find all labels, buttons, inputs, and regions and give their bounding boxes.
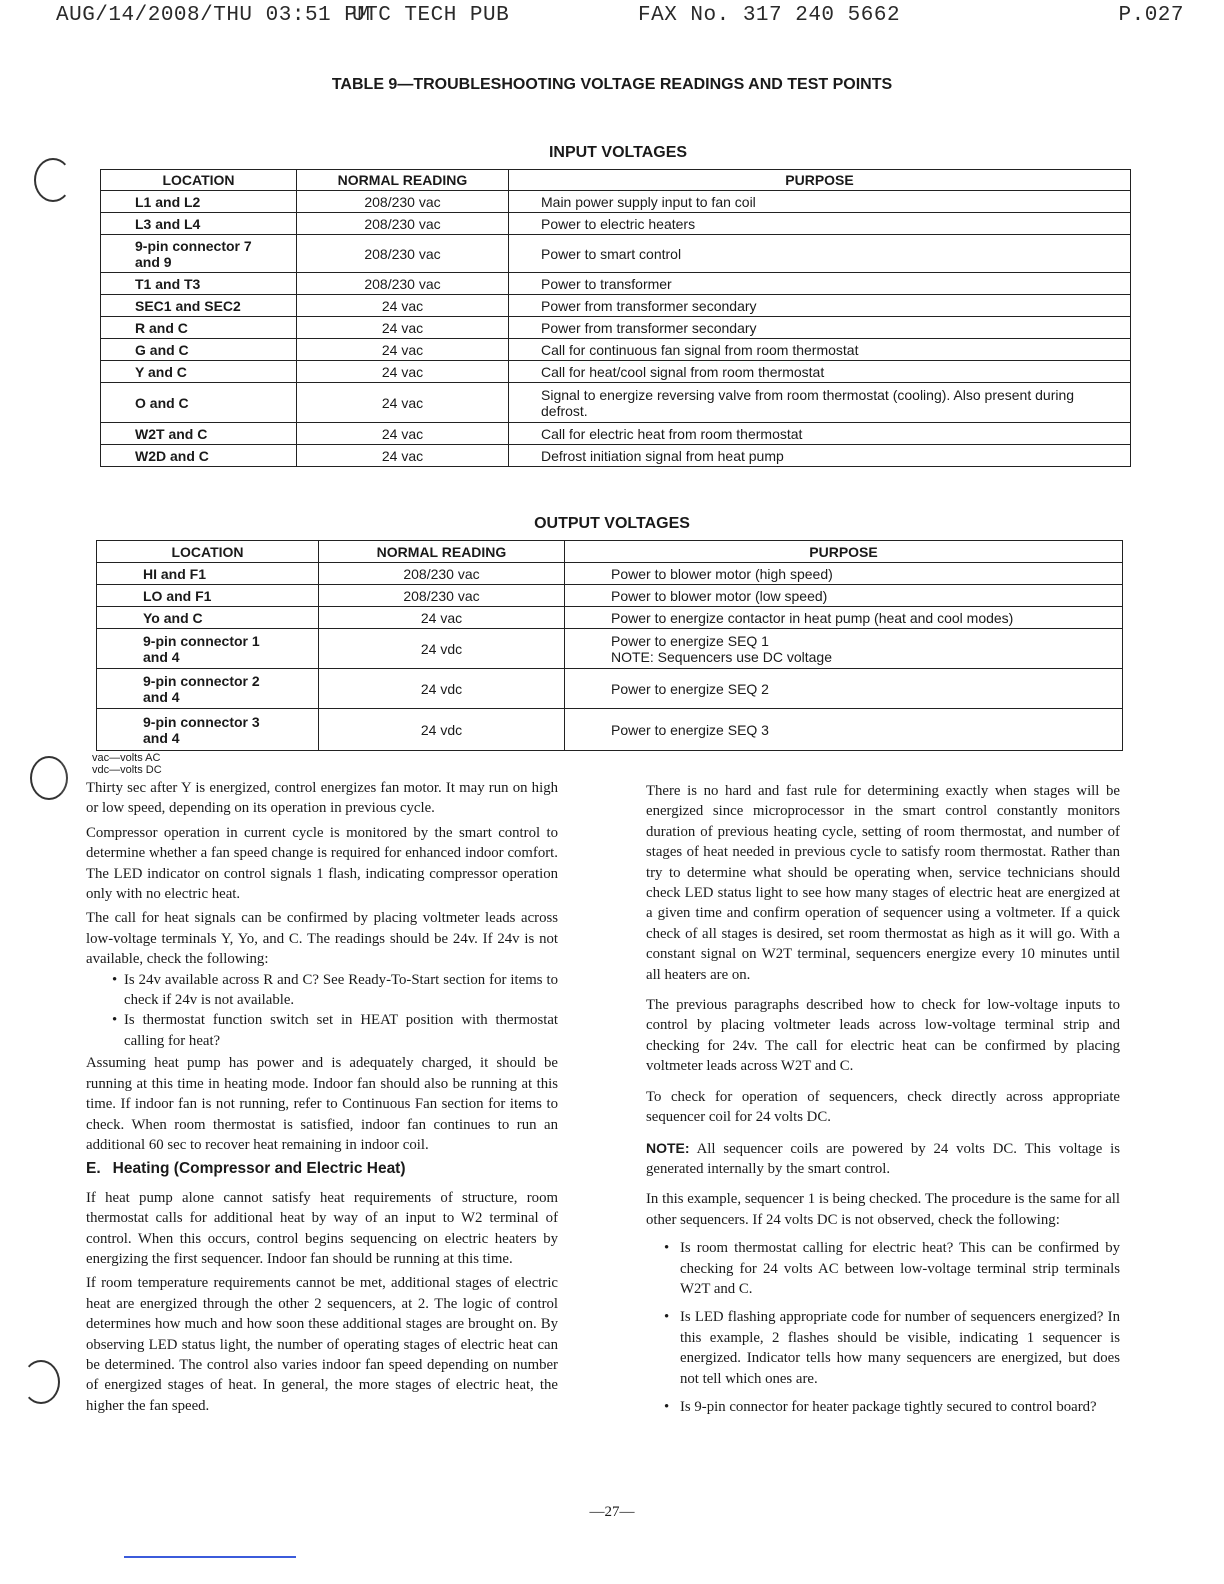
purpose-cell: Call for heat/cool signal from room thermostat (509, 361, 1131, 383)
reading-cell: 24 vac (319, 607, 565, 629)
location-cell: 9-pin connector 7 and 9 (101, 235, 297, 273)
checklist (646, 1238, 1120, 1417)
purpose-cell: Defrost initiation signal from heat pump (509, 445, 1131, 467)
table-row (101, 423, 1131, 445)
fax-header (56, 4, 1184, 34)
location-cell: SEC1 and SEC2 (101, 295, 297, 317)
table-row (97, 607, 1123, 629)
column-header-reading: NORMAL READING (319, 541, 565, 563)
paragraph: If room temperature requirements cannot be met, additional stages of electric heat are energized through the other 2 sequencers, at 2. The logic of control determines how much and how soon these additional stages are brought on. By observing LED status light, the number of operating stages of electric heat can be determined. The control also varies indoor fan speed depending on number of energized stages of heat. In general, the more stages of electric heat, the higher the fan speed. (86, 1275, 558, 1414)
column-header-location: LOCATION (97, 541, 319, 563)
table-row (101, 191, 1131, 213)
reading-cell: 208/230 vac (319, 585, 565, 607)
paragraph: To check for operation of sequencers, check directly across appropriate sequencer coil for 24 volts DC. (646, 1088, 1120, 1126)
location-cell: L1 and L2 (101, 191, 297, 213)
paragraph: The call for heat signals can be confirmed by placing voltmeter leads across low-voltage terminals Y, Yo, and C. The readings should be 24v. If 24v is not available, check the following: (86, 910, 558, 968)
list-item: • Is 24v available across R and C? See Ready-To-Start section for items to check if 24v is not available. (86, 970, 558, 1011)
list-item: • Is LED flashing appropriate code for number of sequencers energized? In this example, 2 flashes should be visible, indicating 1 sequencer is energized. Indicator tells how many sequencers are energized, but does not tell which ones are. (646, 1307, 1120, 1389)
table-row (97, 563, 1123, 585)
purpose-cell: Power to electric heaters (509, 213, 1131, 235)
right-text-column (646, 781, 1120, 1425)
purpose-cell (565, 629, 1123, 669)
purpose-cell: Power from transformer secondary (509, 295, 1131, 317)
fax-organization: UTC TECH PUB (352, 4, 510, 27)
paragraph: Compressor operation in current cycle is monitored by the smart control to determine whether a fan speed change is required for enhanced indoor comfort. The LED indicator on control signals 1 flash, indicating compressor operation only with no electric heat. (86, 824, 558, 903)
binder-hole-icon (30, 756, 68, 800)
paragraph: If heat pump alone cannot satisfy heat requirements of structure, room thermostat calls for additional heat by way of an input to W2 terminal of control. When this occurs, control begins sequencing on electric heaters by energizing the first sequencer. Indoor fan should be running at this time. (86, 1189, 558, 1267)
fax-number: FAX No. 317 240 5662 (638, 4, 901, 27)
table-row (101, 317, 1131, 339)
table-row (101, 213, 1131, 235)
reading-cell: 208/230 vac (319, 563, 565, 585)
binder-hole-icon (34, 158, 72, 202)
table-header-row (101, 170, 1131, 191)
table-row (101, 445, 1131, 467)
reading-cell: 24 vac (297, 383, 509, 423)
input-voltages-title: INPUT VOLTAGES (548, 144, 688, 161)
purpose-cell: Call for continuous fan signal from room thermostat (509, 339, 1131, 361)
list-item: • Is thermostat function switch set in HEAT position with thermostat calling for heat? (86, 1010, 558, 1051)
table-row (101, 361, 1131, 383)
fax-page: P.027 (1118, 4, 1184, 27)
column-header-purpose: PURPOSE (509, 170, 1131, 191)
reading-cell: 24 vdc (319, 629, 565, 669)
purpose-cell: Power to energize SEQ 3 (565, 709, 1123, 751)
table-row (101, 235, 1131, 273)
location-cell: R and C (101, 317, 297, 339)
location-cell: L3 and L4 (101, 213, 297, 235)
list-item: • Is room thermostat calling for electric heat? This can be confirmed by checking for 24 volts AC between low-voltage terminal strip terminals W2T and C. (646, 1238, 1120, 1299)
table-row (101, 295, 1131, 317)
table-row (97, 585, 1123, 607)
table-row (97, 709, 1123, 751)
abbreviation-vdc: vdc—volts DC (92, 764, 162, 776)
reading-cell: 24 vac (297, 295, 509, 317)
location-cell: Yo and C (97, 607, 319, 629)
location-cell: W2T and C (101, 423, 297, 445)
column-header-purpose: PURPOSE (565, 541, 1123, 563)
paragraph: Thirty sec after Y is energized, control energizes fan motor. It may run on high or low speed, depending on its operation in previous cycle. (86, 780, 558, 817)
reading-cell: 24 vac (297, 423, 509, 445)
abbreviation-vac: vac—volts AC (92, 752, 161, 764)
reading-cell: 24 vac (297, 445, 509, 467)
section-letter: E. (86, 1160, 101, 1178)
input-voltages-table (100, 169, 1131, 467)
purpose-cell: Power to transformer (509, 273, 1131, 295)
abbreviation-legend (92, 752, 162, 776)
table-row (101, 339, 1131, 361)
table-row (97, 669, 1123, 709)
purpose-cell: Power to energize SEQ 2 (565, 669, 1123, 709)
reading-cell: 208/230 vac (297, 191, 509, 213)
column-header-location: LOCATION (101, 170, 297, 191)
table-row (97, 629, 1123, 669)
reading-cell: 24 vdc (319, 709, 565, 751)
table-row (101, 383, 1131, 423)
purpose-cell: Power to blower motor (high speed) (565, 563, 1123, 585)
purpose-cell: Power to smart control (509, 235, 1131, 273)
purpose-cell: Power to blower motor (low speed) (565, 585, 1123, 607)
note-paragraph (646, 1138, 1120, 1180)
note-label: NOTE: (646, 1139, 690, 1156)
checklist (86, 970, 558, 1052)
table-header-row (97, 541, 1123, 563)
section-heading-text: Heating (Compressor and Electric Heat) (112, 1160, 406, 1178)
location-cell: W2D and C (101, 445, 297, 467)
reading-cell: 208/230 vac (297, 235, 509, 273)
page-number: —27— (589, 1504, 635, 1520)
location-cell: Y and C (101, 361, 297, 383)
location-cell: 9-pin connector 3 and 4 (97, 709, 319, 751)
output-voltages-title: OUTPUT VOLTAGES (534, 515, 690, 532)
purpose-cell: Main power supply input to fan coil (509, 191, 1131, 213)
paragraph: Assuming heat pump has power and is adequately charged, it should be running at this time in heating mode. Indoor fan should also be running at this time. If indoor fan is not running, refer to Continuous Fan section for items to check. When room thermostat is satisfied, indoor fan continues to run an additional 60 sec to recover heat remaining in indoor coil. (86, 1055, 558, 1153)
table-row (101, 273, 1131, 295)
purpose-cell: Power to energize contactor in heat pump (heat and cool modes) (565, 607, 1123, 629)
location-cell: O and C (101, 383, 297, 423)
location-cell: 9-pin connector 2 and 4 (97, 669, 319, 709)
purpose-cell: Power from transformer secondary (509, 317, 1131, 339)
fax-date-time: AUG/14/2008/THU 03:51 PM (56, 4, 371, 27)
purpose-note: NOTE: Sequencers use DC voltage (611, 648, 832, 665)
purpose-text: Power to energize SEQ 1 (611, 632, 769, 649)
purpose-cell: Call for electric heat from room thermostat (509, 423, 1131, 445)
binder-hole-icon (22, 1360, 60, 1404)
section-heading (86, 1159, 558, 1179)
reading-cell: 208/230 vac (297, 273, 509, 295)
paragraph: There is no hard and fast rule for determining exactly when stages will be energized since microprocessor in the smart control constantly monitors duration of previous heating cycle, setting of room thermostat, and number of stages of heat needed in previous cycle to satisfy room thermostat. Rather than try to determine what should be operating when, service technicians should check LED status light to see how many stages of electric heat are energized at a given time and confirm operation of sequencer using a voltmeter. If a quick check of all stages is desired, set room thermostat as high as it will go. With a constant signal on W2T terminal, sequencers energize every 10 minutes until all heaters are on. (646, 783, 1120, 983)
table-title: TABLE 9—TROUBLESHOOTING VOLTAGE READINGS AND TEST POINTS (331, 76, 893, 93)
location-cell: HI and F1 (97, 563, 319, 585)
left-text-column (86, 778, 558, 1420)
note-text: All sequencer coils are powered by 24 volts DC. This voltage is generated internally by the smart control. (646, 1140, 1120, 1177)
divider (124, 1556, 296, 1558)
reading-cell: 24 vac (297, 361, 509, 383)
paragraph: The previous paragraphs described how to check for low-voltage inputs to control by placing voltmeter leads across low-voltage terminal strip and checking for 24v. The call for electric heat can be confirmed by placing voltmeter leads across W2T and C. (646, 997, 1120, 1075)
reading-cell: 208/230 vac (297, 213, 509, 235)
paragraph: In this example, sequencer 1 is being checked. The procedure is the same for all other sequencers. If 24 volts DC is not observed, check the following: (646, 1191, 1120, 1228)
reading-cell: 24 vdc (319, 669, 565, 709)
location-cell: 9-pin connector 1 and 4 (97, 629, 319, 669)
location-cell: T1 and T3 (101, 273, 297, 295)
list-item: • Is 9-pin connector for heater package tightly secured to control board? (646, 1397, 1120, 1417)
location-cell: LO and F1 (97, 585, 319, 607)
reading-cell: 24 vac (297, 317, 509, 339)
output-voltages-table (96, 540, 1123, 751)
column-header-reading: NORMAL READING (297, 170, 509, 191)
reading-cell: 24 vac (297, 339, 509, 361)
purpose-cell: Signal to energize reversing valve from room thermostat (cooling). Also present during defrost. (509, 383, 1131, 423)
location-cell: G and C (101, 339, 297, 361)
